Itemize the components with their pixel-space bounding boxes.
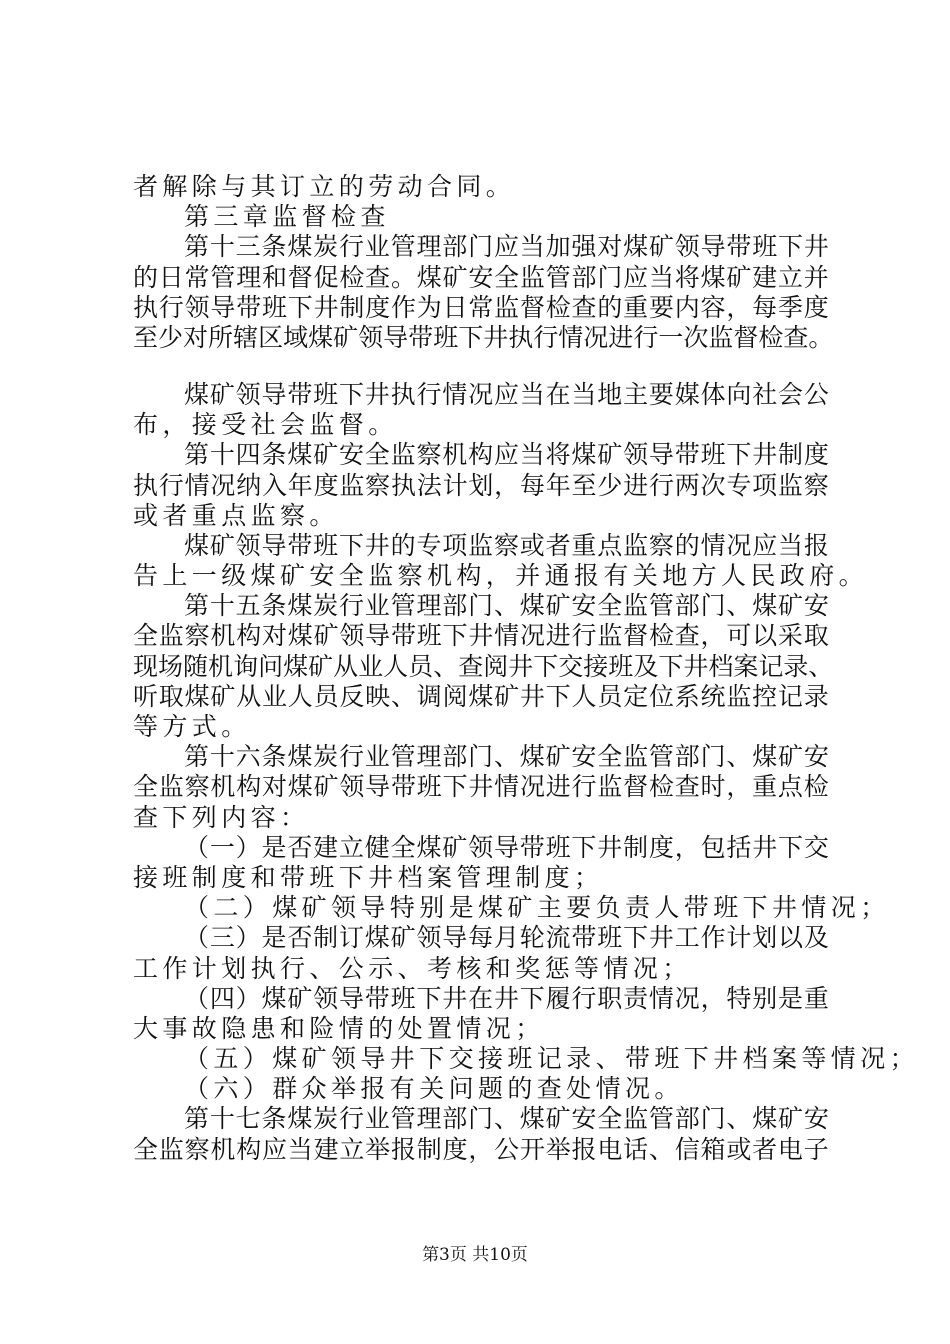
text-line: 全 监 察 机 构 对 煤 矿 领 导 带 班 下 井 情 况 进 行 监 督 检 查 时 ， 重 点 检 [133,772,829,802]
text-line: 接班制度和带班下井档案管理制度； [133,862,604,892]
text-line: 煤 矿 领 导 带 班 下 井 执 行 情 况 应 当 在 当 地 主 要 媒 体 向 社 会 公 [184,379,829,409]
text-line: （ 四 ） 煤 矿 领 导 带 班 下 井 在 井 下 履 行 职 责 情 况 ， 特 别 是 重 [184,983,829,1013]
text-line: （ 一 ） 是 否 建 立 健 全 煤 矿 领 导 带 班 下 井 制 度 ， 包 括 井 下 交 [184,832,829,862]
page-footer: 第3页 共10页 [422,1245,528,1265]
text-line: 告上一级煤矿安全监察机构，并通报有关地方人民政府。 [133,561,869,591]
text-line: 听 取 煤 矿 从 业 人 员 反 映 、 调 阅 煤 矿 井 下 人 员 定 位 系 统 监 控 记 录 [133,681,829,711]
text-line: 执 行 领 导 带 班 下 井 制 度 作 为 日 常 监 督 检 查 的 重 要 内 容 ， 每 季 度 [133,292,829,322]
text-line: 现 场 随 机 询 问 煤 矿 从 业 人 员 、 查 阅 井 下 交 接 班 及 下 井 档 案 记 录 、 [133,651,834,681]
text-line: 大事故隐患和险情的处置情况； [133,1013,545,1043]
text-line: （五）煤矿领导井下交接班记录、带班下井档案等情况； [184,1044,920,1074]
text-line: （ 三 ） 是 否 制 订 煤 矿 领 导 每 月 轮 流 带 班 下 井 工 作 计 划 以 及 [184,923,829,953]
text-line: 第 十 四 条 煤 矿 安 全 监 察 机 构 应 当 将 煤 矿 领 导 带 班 下 井 制 度 [184,440,829,470]
text-line: 布，接受社会监督。 [133,410,398,440]
document-body [133,172,920,1165]
text-line: 至 少 对 所 辖 区 域 煤 矿 领 导 带 班 下 井 执 行 情 况 进 行 一 次 监 督 检 查 。 [133,322,834,352]
text-line: 等方式。 [133,712,251,741]
text-line: 者解除与其订立的劳动合同。 [133,172,516,201]
text-line: 第 十 三 条 煤 炭 行 业 管 理 部 门 应 当 加 强 对 煤 矿 领 导 带 班 下 井 [184,232,829,262]
text-line: 或者重点监察。 [133,500,339,530]
text-line: （二）煤矿领导特别是煤矿主要负责人带班下井情况； [184,893,890,923]
text-line: 工作计划执行、公示、考核和奖惩等情况； [133,953,692,983]
text-line: 煤 矿 领 导 带 班 下 井 的 专 项 监 察 或 者 重 点 监 察 的 情 况 应 当 报 [184,530,829,560]
text-line: （六）群众举报有关问题的查处情况。 [184,1074,684,1104]
text-line: 第 十 五 条 煤 炭 行 业 管 理 部 门 、 煤 矿 安 全 监 管 部 门 、 煤 矿 安 [184,591,829,621]
text-line: 第 十 七 条 煤 炭 行 业 管 理 部 门 、 煤 矿 安 全 监 管 部 门 、 煤 矿 安 [184,1104,829,1134]
text-line: 查下列内容： [133,802,310,832]
text-line: 的 日 常 管 理 和 督 促 检 查 。 煤 矿 安 全 监 管 部 门 应 当 将 煤 矿 建 立 并 [133,262,829,292]
text-line: 第 十 六 条 煤 炭 行 业 管 理 部 门 、 煤 矿 安 全 监 管 部 门 、 煤 矿 安 [184,742,829,772]
text-line: 第三章监督检查 [184,202,390,232]
text-line: 全 监 察 机 构 对 煤 矿 领 导 带 班 下 井 情 况 进 行 监 督 检 查 ， 可 以 采 取 [133,621,829,651]
text-line: 执 行 情 况 纳 入 年 度 监 察 执 法 计 划 ， 每 年 至 少 进 行 两 次 专 项 监 察 [133,470,829,500]
text-line: 全 监 察 机 构 应 当 建 立 举 报 制 度 ， 公 开 举 报 电 话 、 信 箱 或 者 电 子 [133,1134,829,1164]
